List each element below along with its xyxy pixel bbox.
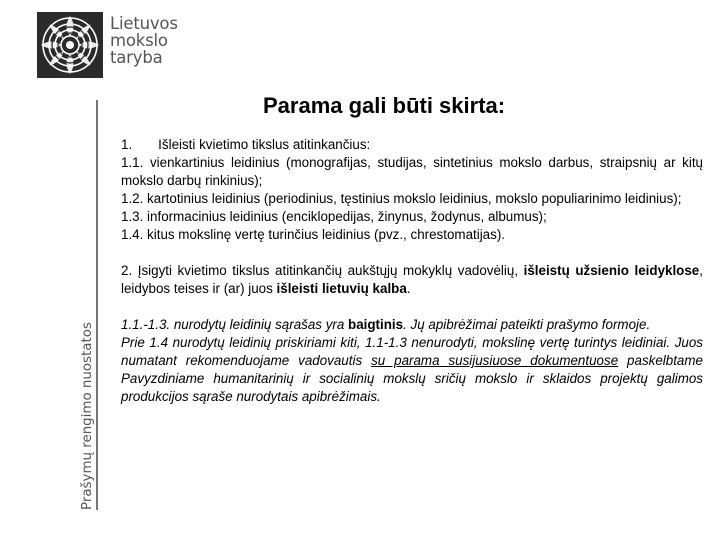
section-2-text-2: , leidybos teises ir (ar) juos [121,263,703,296]
section-2-bold-2: išleisti lietuvių kalba [276,281,407,296]
list-item: 1.3. informacinius leidinius (enciklopedijas, žinynus, žodynus, albumus); [121,209,547,224]
list-item: 1.1. vienkartinius leidinius (monografijas, studijas, sintetinius mokslo darbus, straipsnių ar kitų mokslo darbų rinkinius); [121,155,703,188]
note-2-text-b: paskelbtame Pavyzdiniame humanitarinių ir socialinių mokslų sričių mokslo ir sklaidos projektų galimos produkcijos sąraše nurodytais apibrėžimais. [121,353,703,404]
lmt-logo-icon [37,12,103,78]
sidebar-vertical-label: Prašymų rengimo nuostatos [80,322,95,510]
note-2-text-a: Prie 1.4 nurodytų leidinių priskiriami kiti, 1.1-1.3 nenurodyti, mokslinę vertę turintys leidiniai. Juos numatant rekomenduojame vadovautis [121,335,703,368]
section-2 [121,262,703,298]
note-paragraph-2 [121,334,703,406]
note-1-text-b: . Jų apibrėžimai pateikti prašymo formoje. [403,317,651,332]
section-1-number: 1. [121,137,133,152]
logo-line-3: taryba [110,48,163,67]
documents-link[interactable]: su parama susijusiuose dokumentuose [371,353,619,368]
logo-wordmark [110,15,178,66]
sidebar-divider [96,100,98,510]
main-content [121,136,703,406]
list-item: 1.4. kitus mokslinę vertę turinčius leidinius (pvz., chrestomatijas). [121,227,506,242]
list-item: 1.2. kartotinius leidinius (periodinius, tęstinius mokslo leidinius, mokslo populiarinimo leidinius); [121,191,682,206]
section-1 [121,136,703,244]
note-1-text-a: 1.1.-1.3. nurodytų leidinių sąrašas yra [121,317,349,332]
section-2-text-3: . [406,281,411,296]
note-paragraph-1 [121,316,703,334]
note-1-bold: baigtinis [348,317,404,332]
section-2-bold-1: išleistų užsienio leidyklose [523,263,700,278]
section-1-heading [121,136,703,154]
section-2-text-1: 2. Įsigyti kvietimo tikslus atitinkančių aukštųjų mokyklų vadovėlių, [121,263,524,278]
logo-line-1: Lietuvos [110,14,178,33]
logo-line-2: mokslo [110,31,168,50]
section-1-heading-text: Išleisti kvietimo tikslus atitinkančius: [158,137,371,152]
page-title: Parama gali būti skirta: [263,93,506,118]
